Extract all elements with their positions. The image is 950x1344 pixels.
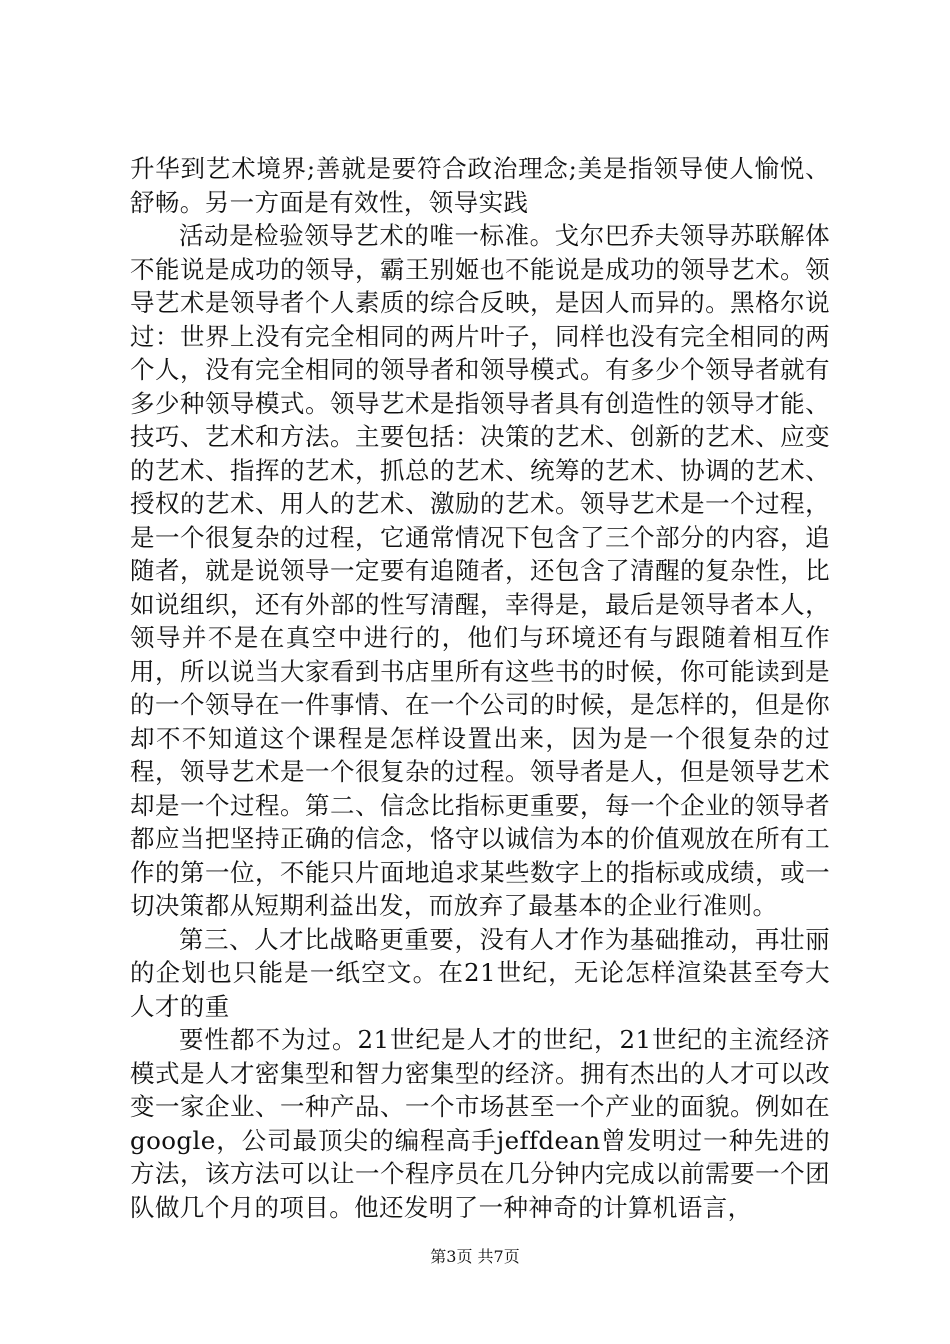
paragraph-2: 活动是检验领导艺术的唯一标准。戈尔巴乔夫领导苏联解体不能说是成功的领导，霸王别姬也不能说是成功的领导艺术。领导艺术是领导者个人素质的综合反映，是因人而异的。黑格尔说过：世界上没有完全相同的两片叶子，同样也没有完全相同的两个人，没有完全相同的领导者和领导模式。有多少个领导者就有多少种领导模式。领导艺术是指领导者具有创造性的领导才能、技巧、艺术和方法。主要包括：决策的艺术、创新的艺术、应变的艺术、指挥的艺术，抓总的艺术、统筹的艺术、协调的艺术、授权的艺术、用人的艺术、激励的艺术。领导艺术是一个过程，是一个很复杂的过程，它通常情况下包含了三个部分的内容，追随者，就是说领导一定要有追随者，还包含了清醒的复杂性，比如说组织，还有外部的性写清醒，幸得是，最后是领导者本人，领导并不是在真空中进行的，他们与环境还有与跟随着相互作用，所以说当大家看到书店里所有这些书的时候，你可能读到是的一个领导在一件事情、在一个公司的时候，是怎样的，但是你却不不知道这个课程是怎样设置出来，因为是一个很复杂的过程，领导艺术是一个很复杂的过程。领导者是人，但是领导艺术却是一个过程。第二、信念比指标更重要，每一个企业的领导者都应当把坚持正确的信念，恪守以诚信为本的价值观放在所有工作的第一位，不能只片面地追求某些数字上的指标或成绩，或一切决策都从短期利益出发，而放弃了最基本的企业行准则。: [130, 221, 830, 920]
page-number-label: 第3页 共7页: [430, 1247, 520, 1266]
paragraph-3: 第三、人才比战略更重要，没有人才作为基础推动，再壮丽的企划也只能是一纸空文。在21世纪，无论怎样渲染甚至夸大人才的重: [130, 924, 830, 1021]
paragraph-4: 要性都不为过。21世纪是人才的世纪，21世纪的主流经济模式是人才密集型和智力密集型的经济。拥有杰出的人才可以改变一家企业、一种产品、一个市场甚至一个产业的面貌。例如在google，公司最顶尖的编程高手jeffdean曾发明过一种先进的方法，该方法可以让一个程序员在几分钟内完成以前需要一个团队做几个月的项目。他还发明了一种神奇的计算机语言，: [130, 1025, 830, 1222]
paragraph-1: 升华到艺术境界;善就是要符合政治理念;美是指领导使人愉悦、舒畅。另一方面是有效性，领导实践: [130, 154, 830, 217]
body-text: [130, 152, 830, 1224]
page-footer: [0, 1244, 950, 1267]
